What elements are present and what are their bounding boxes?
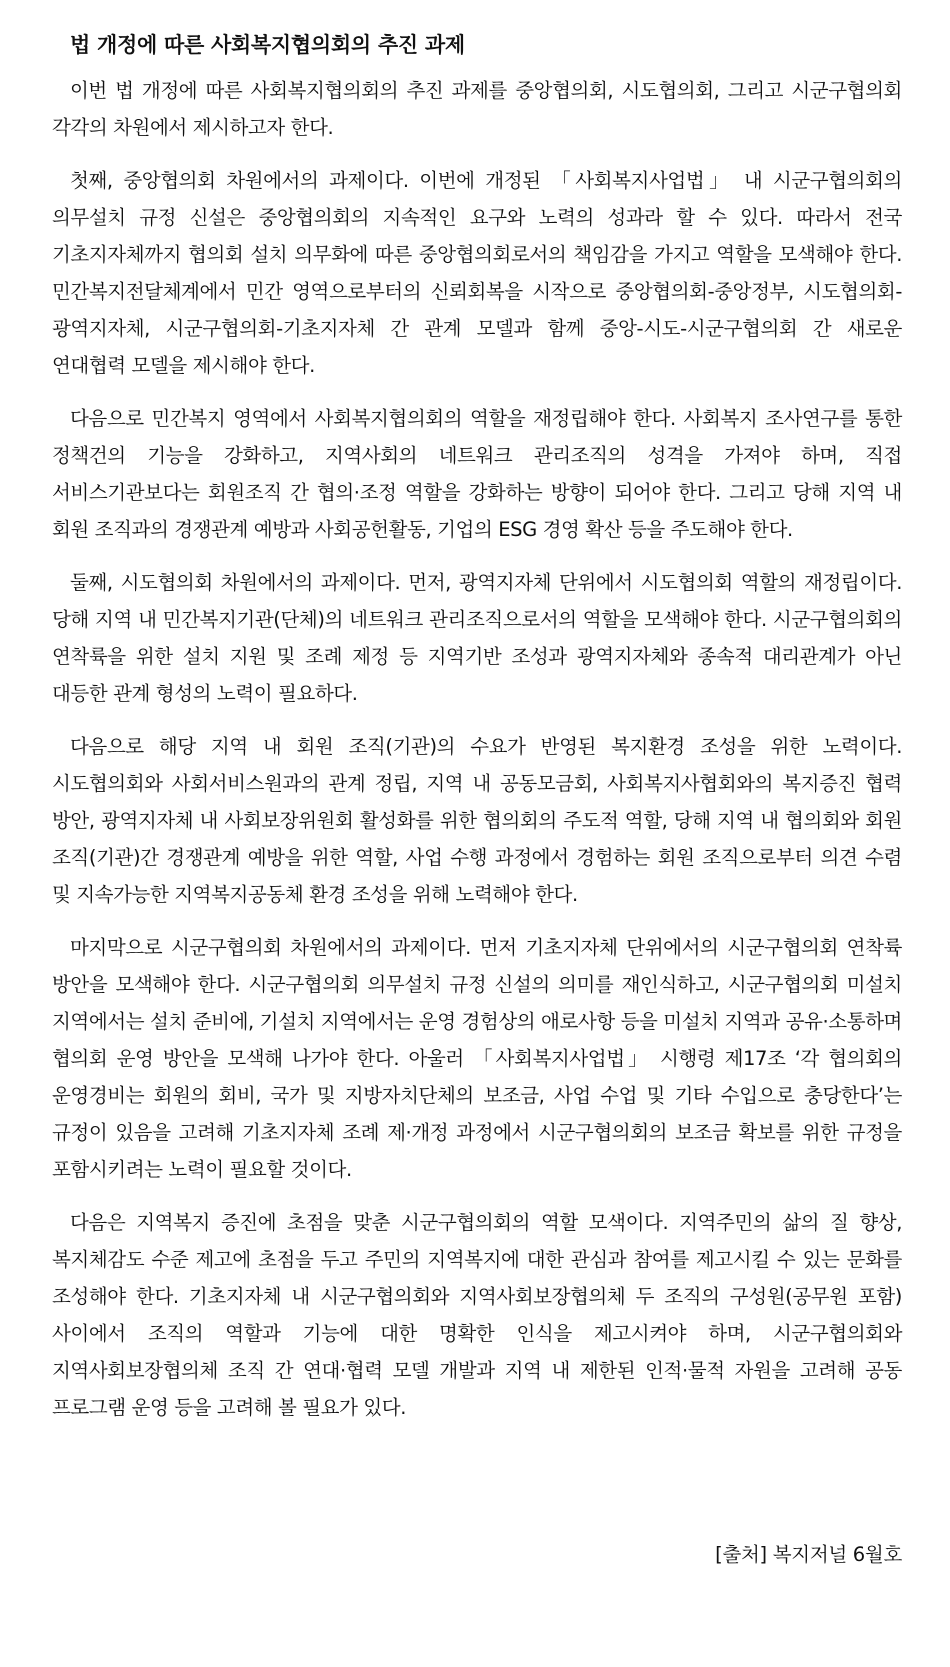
document-title: 법 개정에 따른 사회복지협의회의 추진 과제	[70, 33, 465, 57]
source-citation: [출처] 복지저널 6월호	[715, 1543, 902, 1566]
paragraph-intro: 이번 법 개정에 따른 사회복지협의회의 추진 과제를 중앙협의회, 시도협의회, 그리고 시군구협의회 각각의 차원에서 제시하고자 한다.	[52, 79, 902, 139]
paragraph-central-1: 첫째, 중앙협의회 차원에서의 과제이다. 이번에 개정된 「사회복지사업법」 내 시군구협의회의 의무설치 규정 신설은 중앙협의회의 지속적인 요구와 노력의 성과라 할 수 있다. 따라서 전국 기초지자체까지 협의회 설치 의무화에 따른 중앙협의회로서의 책임감을 가지고 역할을 모색해야 한다. 민간복지전달체계에서 민간 영역으로부터의 신뢰회복을 시작으로 중앙협의회-중앙정부, 시도협의회-광역지자체, 시군구협의회-기초지자체 간 관계 모델과 함께 중앙-시도-시군구협의회 간 새로운 연대협력 모델을 제시해야 한다.	[52, 169, 902, 377]
document-page	[52, 0, 902, 1426]
paragraph-local-2: 다음은 지역복지 증진에 초점을 맞춘 시군구협의회의 역할 모색이다. 지역주민의 삶의 질 향상, 복지체감도 수준 제고에 초점을 두고 주민의 지역복지에 대한 관심과 참여를 제고시킬 수 있는 문화를 조성해야 한다. 기초지자체 내 시군구협의회와 지역사회보장협의체 두 조직의 구성원(공무원 포함) 사이에서 조직의 역할과 기능에 대한 명확한 인식을 제고시켜야 하며, 시군구협의회와 지역사회보장협의체 조직 간 연대·협력 모델 개발과 지역 내 제한된 인적·물적 자원을 고려해 공동 프로그램 운영 등을 고려해 볼 필요가 있다.	[52, 1211, 902, 1419]
paragraph-local-1: 마지막으로 시군구협의회 차원에서의 과제이다. 먼저 기초지자체 단위에서의 시군구협의회 연착륙 방안을 모색해야 한다. 시군구협의회 의무설치 규정 신설의 의미를 재인식하고, 시군구협의회 미설치 지역에서는 설치 준비에, 기설치 지역에서는 운영 경험상의 애로사항 등을 미설치 지역과 공유·소통하며 협의회 운영 방안을 모색해 나가야 한다. 아울러 「사회복지사업법」 시행령 제17조 ‘각 협의회의 운영경비는 회원의 회비, 국가 및 지방자치단체의 보조금, 사업 수업 및 기타 수입으로 충당한다’는 규정이 있음을 고려해 기초지자체 조례 제·개정 과정에서 시군구협의회의 보조금 확보를 위한 규정을 포함시키려는 노력이 필요할 것이다.	[52, 936, 902, 1181]
paragraph-provincial-1: 둘째, 시도협의회 차원에서의 과제이다. 먼저, 광역지자체 단위에서 시도협의회 역할의 재정립이다. 당해 지역 내 민간복지기관(단체)의 네트워크 관리조직으로서의 역할을 모색해야 한다. 시군구협의회의 연착륙을 위한 설치 지원 및 조례 제정 등 지역기반 조성과 광역지자체와 종속적 대리관계가 아닌 대등한 관계 형성의 노력이 필요하다.	[52, 571, 902, 705]
paragraph-central-2: 다음으로 민간복지 영역에서 사회복지협의회의 역할을 재정립해야 한다. 사회복지 조사연구를 통한 정책건의 기능을 강화하고, 지역사회의 네트워크 관리조직의 성격을 가져야 하며, 직접 서비스기관보다는 회원조직 간 협의·조정 역할을 강화하는 방향이 되어야 한다. 그리고 당해 지역 내 회원 조직과의 경쟁관계 예방과 사회공헌활동, 기업의 ESG 경영 확산 등을 주도해야 한다.	[52, 407, 902, 541]
paragraph-provincial-2: 다음으로 해당 지역 내 회원 조직(기관)의 수요가 반영된 복지환경 조성을 위한 노력이다. 시도협의회와 사회서비스원과의 관계 정립, 지역 내 공동모금회, 사회복지사협회와의 복지증진 협력 방안, 광역지자체 내 사회보장위원회 활성화를 위한 협의회의 주도적 역할, 당해 지역 내 협의회와 회원 조직(기관)간 경쟁관계 예방을 위한 역할, 사업 수행 과정에서 경험하는 회원 조직으로부터 의견 수렴 및 지속가능한 지역복지공동체 환경 조성을 위해 노력해야 한다.	[52, 735, 902, 906]
